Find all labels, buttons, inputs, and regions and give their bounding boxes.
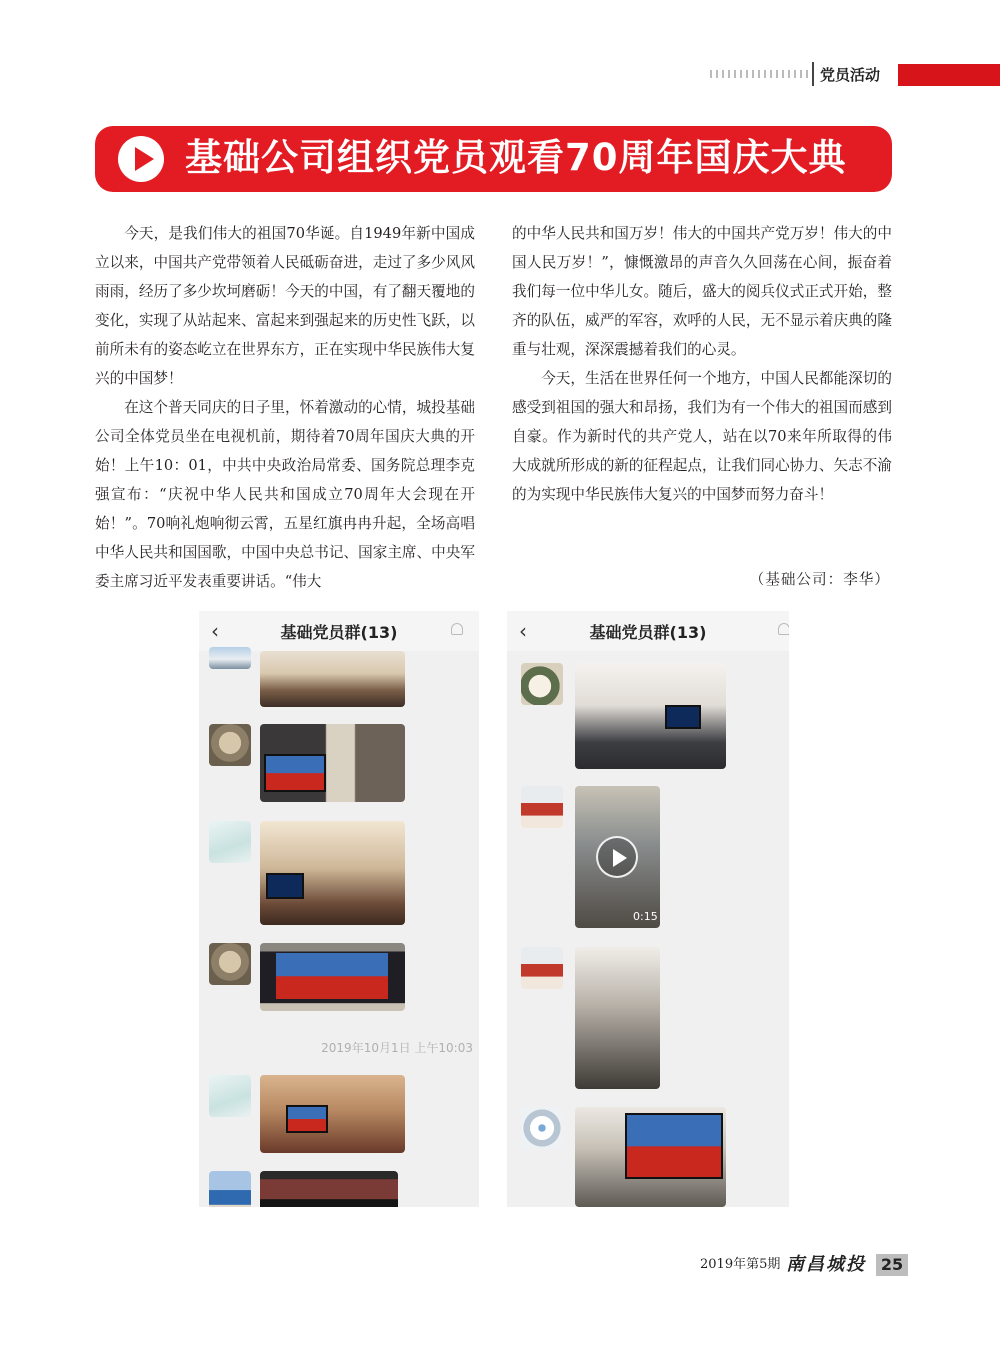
- avatar: [209, 1171, 251, 1207]
- header-red-tab: [898, 64, 1000, 86]
- paragraph: 的中华人民共和国万岁！伟大的中国共产党万岁！伟大的中国人民万岁！”，慷慨激昂的声音久久回荡在心间，振奋着我们每一位中华儿女。随后，盛大的阅兵仪式正式开始，整齐的队伍，威严的军容，欢呼的人民，无不显示着庆典的隆重与壮观，深深震撼着我们的心灵。: [512, 225, 892, 358]
- tv-screen: [266, 873, 304, 899]
- back-icon: ‹: [519, 619, 527, 643]
- page-number: 25: [876, 1254, 908, 1276]
- magazine-logo: 南昌城投: [786, 1254, 866, 1275]
- avatar: [521, 1107, 563, 1149]
- avatar: [521, 786, 563, 828]
- byline: （基础公司：李华）: [749, 571, 890, 588]
- article-column-right: [512, 219, 892, 509]
- avatar: [209, 821, 251, 863]
- chat-photo: [260, 943, 405, 1011]
- chat-title: 基础党员群(13): [280, 623, 398, 642]
- tv-screen: [286, 1105, 328, 1133]
- avatar: [209, 724, 251, 766]
- issue-label: 2019年第5期: [700, 1257, 781, 1272]
- chat-video[interactable]: [575, 786, 660, 928]
- avatar: [521, 663, 563, 705]
- chat-photo: [260, 651, 405, 707]
- tv-screen: [264, 754, 326, 792]
- paragraph: 今天，是我们伟大的祖国70华诞。自1949年新中国成立以来，中国共产党带领着人民砥砺奋进，走过了多少风风雨雨，经历了多少坎坷磨砺！今天的中国，有了翻天覆地的变化，实现了从站起来、富起来到强起来的历史性飞跃，以前所未有的姿态屹立在世界东方，正在实现中华民族伟大复兴的中国梦！: [95, 225, 475, 387]
- avatar: [209, 647, 251, 669]
- avatar: [209, 943, 251, 985]
- chat-photo: [575, 663, 726, 769]
- chat-photo: [260, 821, 405, 925]
- chat-photo: [260, 1171, 398, 1207]
- tv-screen: [276, 953, 388, 999]
- chat-timestamp: 2019年10月1日 上午10:03: [321, 1041, 473, 1055]
- chat-header: [507, 611, 789, 651]
- tv-screen: [625, 1113, 723, 1179]
- avatar: [209, 1075, 251, 1117]
- header-dot-rule: [710, 70, 810, 78]
- mute-bell-icon: [778, 623, 789, 635]
- chat-photo: [260, 724, 405, 802]
- play-circle-icon: [117, 135, 165, 183]
- chat-screenshot-right: [507, 611, 789, 1207]
- paragraph: 在这个普天同庆的日子里，怀着激动的心情，城投基础公司全体党员坐在电视机前，期待着70周年国庆大典的开始！上午10：01，中共中央政治局常委、国务院总理李克强宣布：“庆祝中华人民共和国成立70周年大会现在开始！”。70响礼炮响彻云霄，五星红旗冉冉升起，全场高唱中华人民共和国国歌，中国中央总书记、国家主席、中央军委主席习近平发表重要讲话。“伟大: [95, 399, 475, 590]
- tv-screen: [665, 705, 701, 729]
- chat-photo: [575, 1107, 726, 1207]
- section-label: 党员活动: [820, 66, 881, 84]
- avatar: [521, 947, 563, 989]
- back-icon: ‹: [211, 619, 219, 643]
- chat-photo: [575, 947, 660, 1089]
- mute-bell-icon: [451, 623, 463, 635]
- article-title: 基础公司组织党员观看70周年国庆大典: [185, 136, 847, 179]
- paragraph: 今天，生活在世界任何一个地方，中国人民都能深切的感受到祖国的强大和昂扬，我们为有一个伟大的祖国而感到自豪。作为新时代的共产党人，站在以70来年所取得的伟大成就所形成的新的征程起点，让我们同心协力、矢志不渝的为实现中华民族伟大复兴的中国梦而努力奋斗！: [512, 370, 892, 503]
- article-column-left: [95, 219, 475, 596]
- chat-screenshot-left: [199, 611, 479, 1207]
- chat-header: [199, 611, 479, 651]
- title-banner: [95, 126, 892, 192]
- play-icon[interactable]: [596, 836, 638, 878]
- chat-title: 基础党员群(13): [589, 623, 707, 642]
- video-duration: 0:15: [633, 910, 658, 923]
- header-divider: [812, 62, 814, 86]
- chat-photo: [260, 1075, 405, 1153]
